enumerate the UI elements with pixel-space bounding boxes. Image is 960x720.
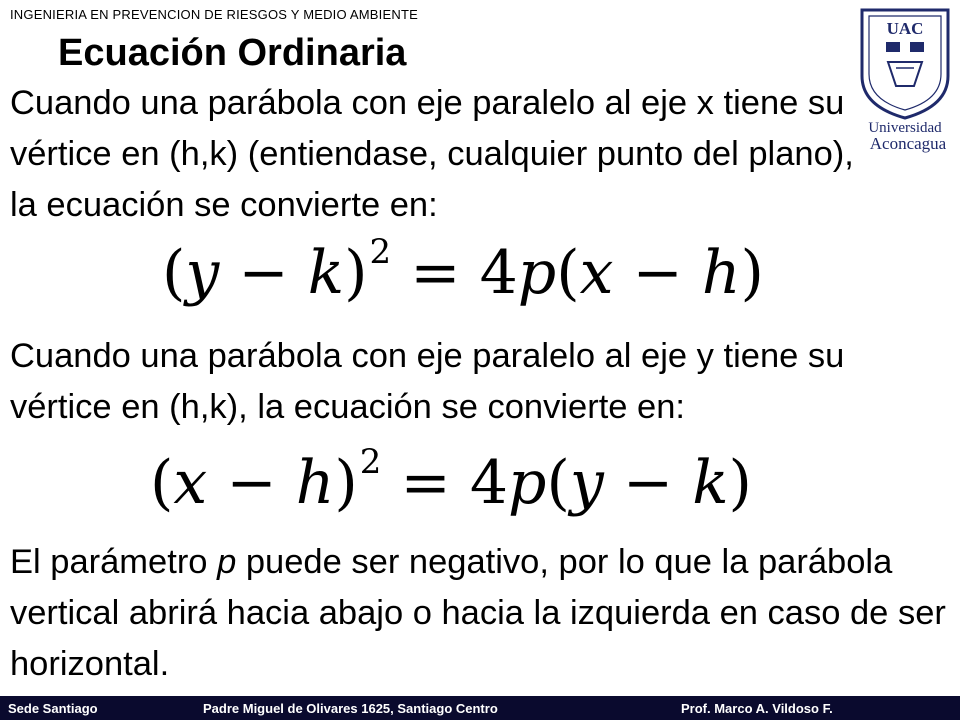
eq2-var-a: x	[173, 448, 208, 518]
footer-professor: Prof. Marco A. Vildoso F.	[681, 701, 833, 716]
eq1-var-c: x	[579, 238, 614, 308]
footer-bar	[0, 696, 960, 720]
eq1-var-a: y	[185, 238, 220, 308]
eq1-exponent: 2	[369, 232, 392, 272]
equation-horizontal-parabola: $(y - k)^2 = 4p(x - h)$	[162, 232, 764, 308]
logo-line1: Universidad	[868, 120, 942, 136]
eq2-exponent: 2	[359, 442, 382, 482]
eq1-var-d: h	[701, 238, 741, 308]
equation-vertical-parabola: $(x - h)^2 = 4p(y - k)$	[150, 442, 752, 518]
eq2-param: p	[508, 448, 547, 518]
footer-address: Padre Miguel de Olivares 1625, Santiago Centro	[203, 701, 498, 716]
paragraph-y-axis: Cuando una parábola con eje paralelo al eje y tiene su vértice en (h,k), la ecuación se convierte en:	[10, 337, 845, 426]
slide-title: Ecuación Ordinaria	[58, 32, 407, 74]
p3-text-before: El parámetro	[10, 543, 218, 581]
eq2-coefficient: 4	[469, 448, 509, 518]
p3-param-p: p	[217, 543, 237, 581]
paragraph-parameter-p	[10, 537, 950, 690]
eq1-var-b: k	[307, 238, 345, 308]
logo-abbr: UAC	[886, 19, 924, 38]
eq2-var-c: y	[569, 448, 604, 518]
eq2-var-b: h	[295, 448, 335, 518]
eq1-coefficient: 4	[479, 238, 518, 308]
p3-text-after: puede ser negativo, por lo que la parábola vertical abrirá hacia abajo o hacia la izquierda en caso de ser horizontal.	[10, 543, 946, 683]
paragraph-x-axis: Cuando una parábola con eje paralelo al eje x tiene su vértice en (h,k) (entiendase, cualquier punto del plano), la ecuación se convierte en:	[10, 84, 854, 224]
eq1-param: p	[517, 238, 557, 308]
course-header: INGENIERIA EN PREVENCION DE RIESGOS Y MEDIO AMBIENTE	[10, 7, 418, 22]
eq2-var-d: k	[692, 448, 729, 518]
footer-campus: Sede Santiago	[8, 701, 98, 716]
logo-line2: Aconcagua	[869, 134, 947, 153]
